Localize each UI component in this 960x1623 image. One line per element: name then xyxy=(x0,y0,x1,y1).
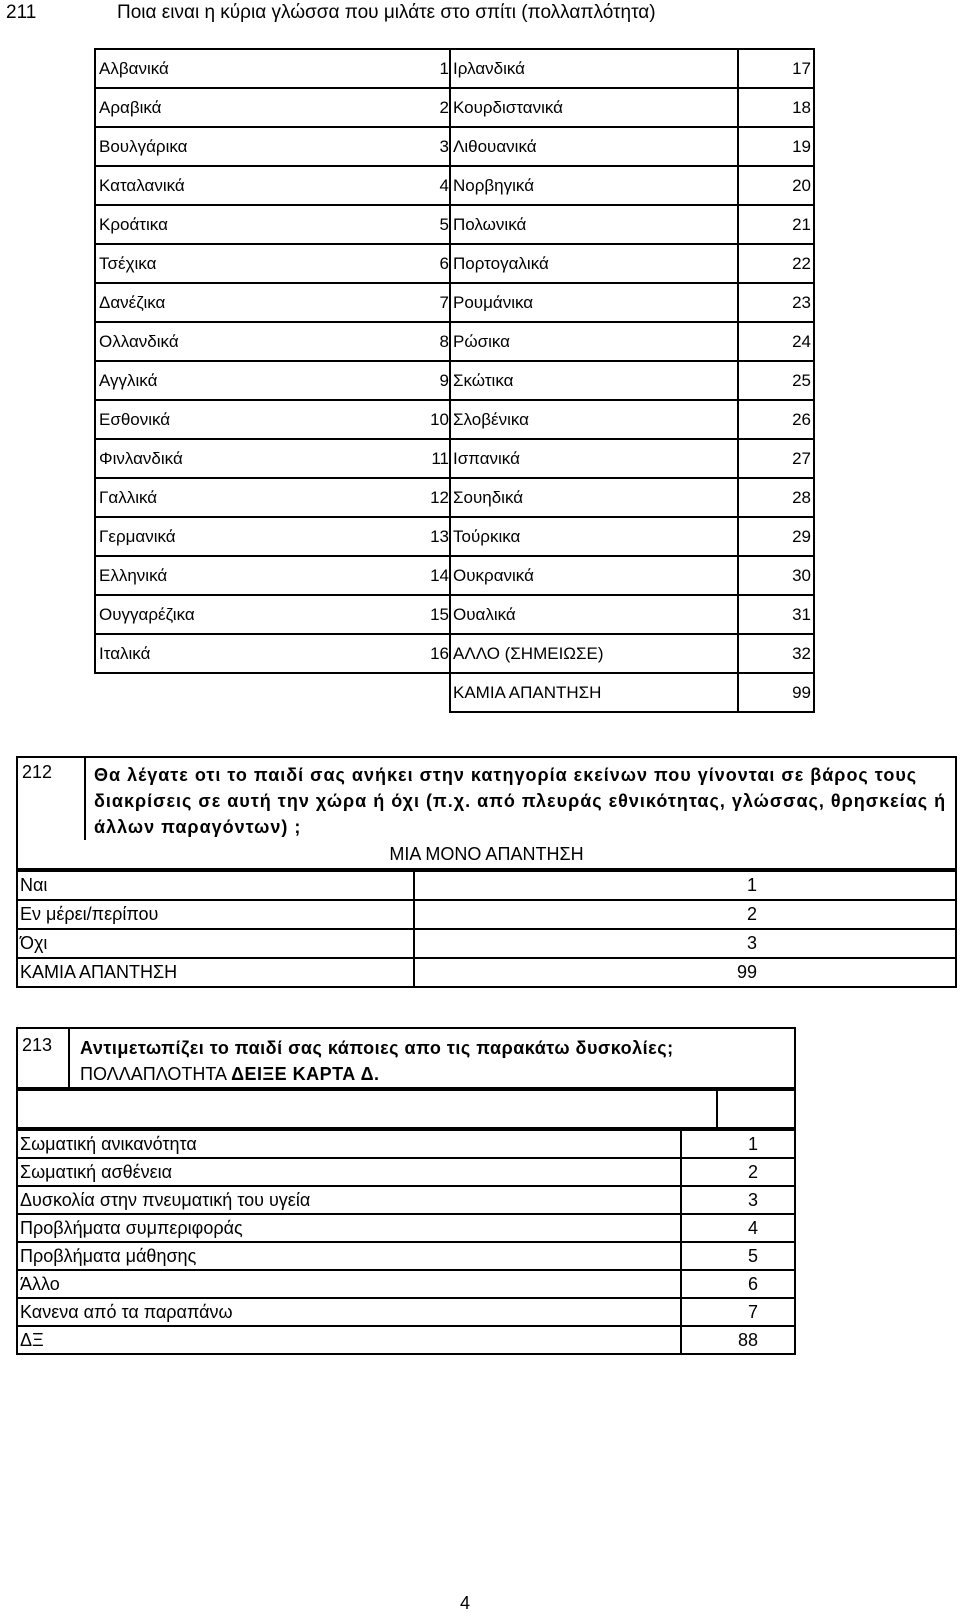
language-label: ΚΑΜΙΑ ΑΠΑΝΤΗΣΗ xyxy=(450,673,738,712)
language-code: 4 xyxy=(401,166,450,205)
language-code: 22 xyxy=(738,244,814,283)
language-label: Τσέχικα xyxy=(95,244,401,283)
answer-option-row xyxy=(17,1186,795,1214)
language-label: Σουηδικά xyxy=(450,478,738,517)
language-code: 11 xyxy=(401,439,450,478)
language-code: 16 xyxy=(401,634,450,673)
language-label: Τούρκικα xyxy=(450,517,738,556)
language-code: 19 xyxy=(738,127,814,166)
language-row xyxy=(95,283,814,322)
language-row xyxy=(95,244,814,283)
answer-option-row xyxy=(17,1242,795,1270)
option-code: 2 xyxy=(681,1158,795,1186)
language-code: 5 xyxy=(401,205,450,244)
spacer-row xyxy=(17,1090,795,1128)
page-number: 4 xyxy=(460,1593,471,1613)
answer-option-row xyxy=(17,1214,795,1242)
language-label: Ιρλανδικά xyxy=(450,49,738,88)
language-code: 13 xyxy=(401,517,450,556)
language-code: 27 xyxy=(738,439,814,478)
language-label: Ρουμάνικα xyxy=(450,283,738,322)
question-212-block xyxy=(16,756,957,988)
answer-option-row xyxy=(17,958,956,987)
language-row xyxy=(95,166,814,205)
language-row xyxy=(95,322,814,361)
option-label: Σωματική ασθένεια xyxy=(17,1158,681,1186)
language-label: Νορβηγικά xyxy=(450,166,738,205)
language-code: 8 xyxy=(401,322,450,361)
question-number: 211 xyxy=(6,2,37,23)
language-row xyxy=(95,478,814,517)
language-code: 1 xyxy=(401,49,450,88)
language-label: Εσθονικά xyxy=(95,400,401,439)
answer-option-row xyxy=(17,1270,795,1298)
language-code: 3 xyxy=(401,127,450,166)
language-code: 12 xyxy=(401,478,450,517)
language-label: Πορτογαλικά xyxy=(450,244,738,283)
option-code: 3 xyxy=(414,929,956,958)
language-row xyxy=(95,49,814,88)
language-label: Σκώτικα xyxy=(450,361,738,400)
answer-option-row xyxy=(17,871,956,900)
language-label: Ουκρανικά xyxy=(450,556,738,595)
option-label: Ναι xyxy=(17,871,414,900)
language-label: Βουλγάρικα xyxy=(95,127,401,166)
language-row xyxy=(95,634,814,673)
option-label: Κανενα από τα παραπάνω xyxy=(17,1298,681,1326)
language-code: 17 xyxy=(738,49,814,88)
language-code: 24 xyxy=(738,322,814,361)
question-213-block xyxy=(16,1027,796,1355)
question-text: Αντιμετωπίζει το παιδί σας κάποιες απο τις παρακάτω δυσκολίες; xyxy=(80,1038,674,1058)
language-label: Ελληνικά xyxy=(95,556,401,595)
language-label: Ρώσικα xyxy=(450,322,738,361)
language-label: Δανέζικα xyxy=(95,283,401,322)
language-row xyxy=(95,205,814,244)
option-label: Προβλήματα συμπεριφοράς xyxy=(17,1214,681,1242)
language-label: Κουρδιστανικά xyxy=(450,88,738,127)
language-label: ΑΛΛΟ (ΣΗΜΕΙΩΣΕ) xyxy=(450,634,738,673)
question-number: 212 xyxy=(17,757,85,840)
question-number: 213 xyxy=(17,1028,69,1088)
question-cell xyxy=(69,1028,795,1088)
answer-option-row xyxy=(17,1298,795,1326)
option-label: Προβλήματα μάθησης xyxy=(17,1242,681,1270)
option-code: 88 xyxy=(681,1326,795,1354)
language-code: 25 xyxy=(738,361,814,400)
language-code: 23 xyxy=(738,283,814,322)
language-code: 21 xyxy=(738,205,814,244)
option-code: 99 xyxy=(414,958,956,987)
language-code: 7 xyxy=(401,283,450,322)
language-row xyxy=(95,400,814,439)
option-label: ΔΞ xyxy=(17,1326,681,1354)
language-label: Σλοβένικα xyxy=(450,400,738,439)
language-code: 10 xyxy=(401,400,450,439)
language-code: 29 xyxy=(738,517,814,556)
language-label: Φινλανδικά xyxy=(95,439,401,478)
option-label: Άλλο xyxy=(17,1270,681,1298)
language-code: 30 xyxy=(738,556,814,595)
language-row xyxy=(95,556,814,595)
empty-cell xyxy=(401,673,450,712)
option-code: 7 xyxy=(681,1298,795,1326)
instruction-card: ΔΕΙΞΕ ΚΑΡΤΑ Δ. xyxy=(231,1064,380,1084)
language-code: 18 xyxy=(738,88,814,127)
answer-option-row xyxy=(17,1326,795,1354)
answer-option-row xyxy=(17,1158,795,1186)
empty-cell xyxy=(95,673,401,712)
language-row xyxy=(95,88,814,127)
language-row xyxy=(95,439,814,478)
option-label: Όχι xyxy=(17,929,414,958)
language-row xyxy=(95,127,814,166)
language-code: 20 xyxy=(738,166,814,205)
language-code: 32 xyxy=(738,634,814,673)
language-row xyxy=(95,517,814,556)
question-211-header xyxy=(0,0,960,24)
language-label: Λιθουανικά xyxy=(450,127,738,166)
answer-option-row xyxy=(17,900,956,929)
option-code: 5 xyxy=(681,1242,795,1270)
language-label: Αραβικά xyxy=(95,88,401,127)
language-code: 6 xyxy=(401,244,450,283)
language-row xyxy=(95,673,814,712)
language-label: Ουγγαρέζικα xyxy=(95,595,401,634)
instruction-prefix: ΠΟΛΛΑΠΛΟΤΗΤΑ xyxy=(80,1064,227,1084)
option-label: ΚΑΜΙΑ ΑΠΑΝΤΗΣΗ xyxy=(17,958,414,987)
option-label: Σωματική ανικανότητα xyxy=(17,1130,681,1158)
language-row xyxy=(95,361,814,400)
language-code: 2 xyxy=(401,88,450,127)
language-label: Ολλανδικά xyxy=(95,322,401,361)
language-label: Αγγλικά xyxy=(95,361,401,400)
language-label: Αλβανικά xyxy=(95,49,401,88)
language-label: Ισπανικά xyxy=(450,439,738,478)
language-code-table xyxy=(94,48,815,713)
language-code: 14 xyxy=(401,556,450,595)
option-code: 6 xyxy=(681,1270,795,1298)
language-label: Κροάτικα xyxy=(95,205,401,244)
language-label: Πολωνικά xyxy=(450,205,738,244)
language-code: 31 xyxy=(738,595,814,634)
option-code: 1 xyxy=(414,871,956,900)
language-row xyxy=(95,595,814,634)
option-code: 3 xyxy=(681,1186,795,1214)
answer-option-row xyxy=(17,1130,795,1158)
option-label: Εν μέρει/περίπου xyxy=(17,900,414,929)
language-label: Ουαλικά xyxy=(450,595,738,634)
option-code: 4 xyxy=(681,1214,795,1242)
language-code: 99 xyxy=(738,673,814,712)
language-label: Γαλλικά xyxy=(95,478,401,517)
language-code: 28 xyxy=(738,478,814,517)
language-code: 26 xyxy=(738,400,814,439)
option-label: Δυσκολία στην πνευματική του υγεία xyxy=(17,1186,681,1214)
language-label: Ιταλικά xyxy=(95,634,401,673)
language-label: Γερμανικά xyxy=(95,517,401,556)
language-label: Καταλανικά xyxy=(95,166,401,205)
language-code: 15 xyxy=(401,595,450,634)
language-code: 9 xyxy=(401,361,450,400)
option-code: 1 xyxy=(681,1130,795,1158)
answer-option-row xyxy=(17,929,956,958)
answer-instruction: ΜΙΑ ΜΟΝΟ ΑΠΑΝΤΗΣΗ xyxy=(17,840,956,869)
question-text: Θα λέγατε οτι το παιδί σας ανήκει στην κατηγορία εκείνων που γίνονται σε βάρος τους διακρίσεις σε αυτή την χώρα ή όχι (π.χ. από πλευράς εθνικότητας, γλώσσας, θρησκείας ή άλλων παραγόντων) ; xyxy=(85,757,956,840)
option-code: 2 xyxy=(414,900,956,929)
question-text: Ποια ειναι η κύρια γλώσσα που μιλάτε στο σπίτι (πολλαπλότητα) xyxy=(117,2,656,23)
